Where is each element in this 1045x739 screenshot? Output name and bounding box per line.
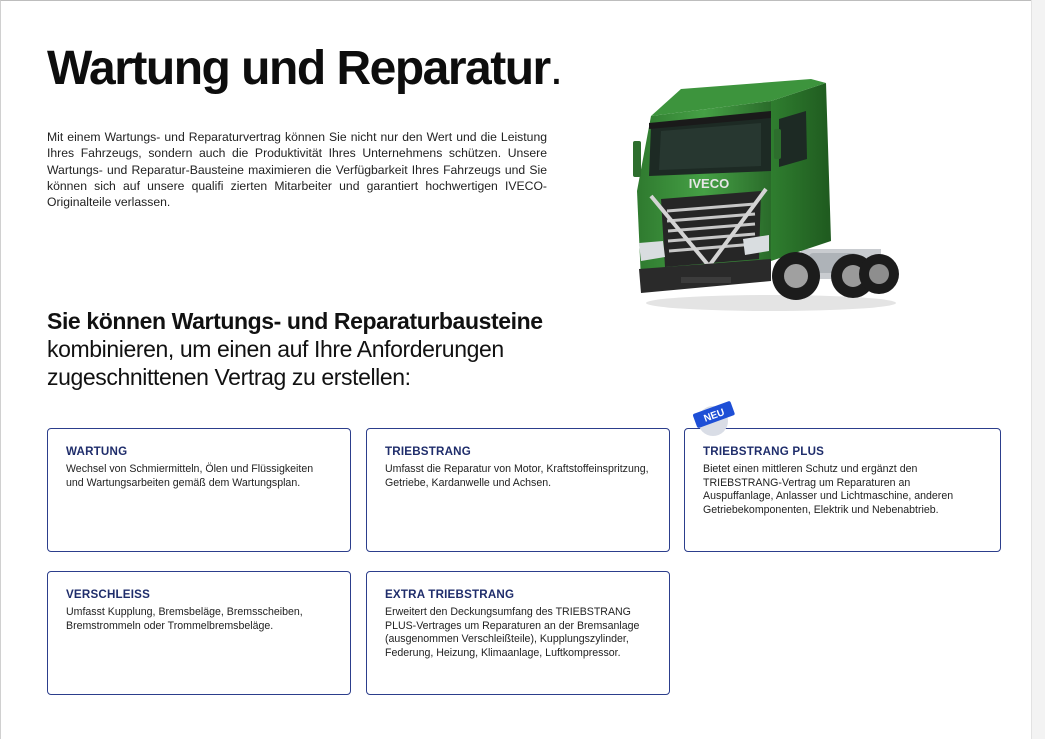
card-title: TRIEBSTRANG	[385, 445, 471, 458]
card-triebstrang-plus	[684, 428, 1001, 552]
card-text: Erweitert den Deckungsumfang des TRIEBSTRANG PLUS-Vertrages um Reparaturen an der Bremsanlage (ausgenommen Verschleißteile), Kupplungszylinder, Federung, Heizung, Klimaanlage, Luftkompressor.	[385, 606, 640, 659]
card-triebstrang	[366, 428, 670, 552]
truck-image	[621, 71, 906, 321]
page-edge	[1031, 0, 1045, 739]
new-badge	[691, 397, 737, 437]
card-title: EXTRA TRIEBSTRANG	[385, 588, 515, 601]
new-badge-label: NEU	[702, 407, 727, 425]
card-verschleiss	[47, 571, 351, 695]
card-text: Wechsel von Schmiermitteln, Ölen und Flüssigkeiten und Wartungsarbeiten gemäß dem Wartungsplan.	[66, 463, 314, 489]
card-title: WARTUNG	[66, 445, 128, 458]
card-text: Umfasst Kupplung, Bremsbeläge, Bremsscheiben, Bremstrommeln oder Trommelbremsbeläge.	[66, 606, 303, 632]
section-subheading	[47, 307, 587, 391]
page-title-text: Wartung und Reparatur	[47, 42, 550, 95]
page-title-dot: .	[549, 42, 562, 95]
card-wartung	[47, 428, 351, 552]
intro-paragraph: Mit einem Wartungs- und Reparaturvertrag können Sie nicht nur den Wert und die Leistung Ihres Fahrzeugs, sondern auch die Produktivität Ihres Unternehmens schützen. Unsere Wartungs- und Reparatur-Bausteine maximieren die Verfügbarkeit Ihres Fahrzeugs und Sie können sich auf unsere qualifi zierten Mitarbeiter und garantiert hochwertigen IVECO-Originalteile verlassen.	[47, 130, 547, 210]
card-text: Bietet einen mittleren Schutz und ergänzt den TRIEBSTRANG-Vertrag um Reparaturen an Auspuffanlage, Anlasser und Lichtmaschine, anderen Getriebekomponenten, Elektrik und Nebenabtrieb.	[703, 463, 954, 516]
card-title: VERSCHLEISS	[66, 588, 151, 601]
page-title	[47, 41, 562, 96]
card-title: TRIEBSTRANG PLUS	[703, 445, 825, 458]
truck-brand-label: IVECO	[688, 176, 730, 191]
card-text: Umfasst die Reparatur von Motor, Kraftstoffeinspritzung, Getriebe, Kardanwelle und Achsen.	[385, 463, 649, 489]
card-extra-triebstrang	[366, 571, 670, 695]
subheading-line-2: kombinieren, um einen auf Ihre Anforderungen	[47, 336, 504, 362]
subheading-line-3: zugeschnittenen Vertrag zu erstellen:	[47, 364, 411, 390]
subheading-bold-line: Sie können Wartungs- und Reparaturbausteine	[47, 308, 543, 334]
